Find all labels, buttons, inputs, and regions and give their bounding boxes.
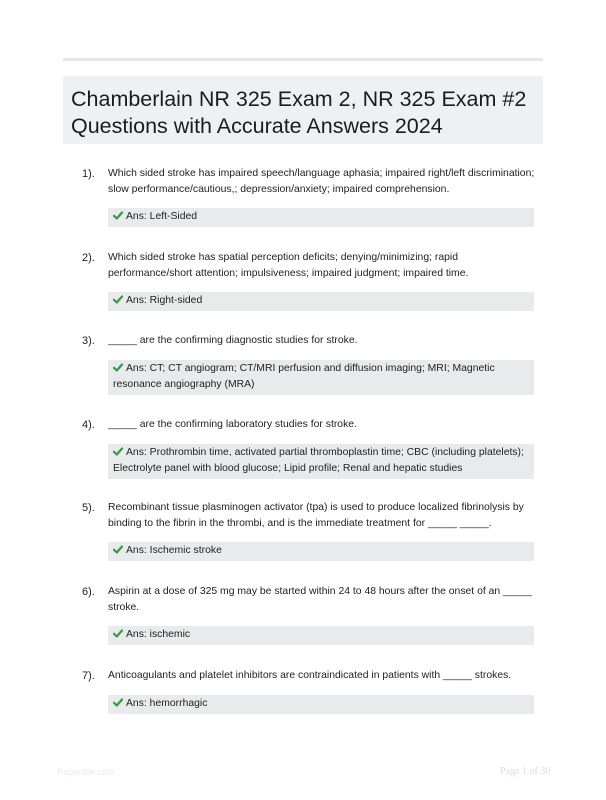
document-title: Chamberlain NR 325 Exam 2, NR 325 Exam #2 Questions with Accurate Answers 2024: [71, 87, 527, 138]
header-rule: [63, 58, 543, 61]
answer-box: [108, 695, 534, 714]
question-text: _____ are the confirming laboratory studies for stroke.: [108, 419, 357, 430]
page-indicator: Page 1 of 30: [500, 766, 551, 777]
answer-text: Ans: Ischemic stroke: [126, 545, 222, 556]
checkmark-icon: [113, 629, 123, 638]
checkmark-icon: [113, 698, 123, 707]
question-number: 5).: [82, 502, 95, 514]
checkmark-icon: [113, 211, 123, 220]
question-number: 7).: [82, 670, 95, 682]
question-number: 3).: [82, 335, 95, 347]
title-banner: [63, 76, 543, 144]
answer-text: Ans: hemorrhagic: [126, 698, 208, 709]
answer-box: [108, 444, 534, 479]
question-number: 1).: [82, 168, 95, 180]
answer-box: [108, 542, 534, 561]
question-number: 6).: [82, 586, 95, 598]
answer-text: Ans: Right-sided: [126, 295, 203, 306]
question-text: Aspirin at a dose of 325 mg may be started within 24 to 48 hours after the onset of an _____ stroke.: [108, 586, 532, 613]
answer-box: [108, 208, 534, 227]
answer-text: Ans: ischemic: [126, 629, 191, 640]
question-text: _____ are the confirming diagnostic studies for stroke.: [108, 335, 358, 346]
checkmark-icon: [113, 545, 123, 554]
question-text: Which sided stroke has spatial perception deficits; denying/minimizing; rapid performance/short attention; impulsiveness; impaired judgment; impaired time.: [108, 252, 469, 279]
checkmark-icon: [113, 447, 123, 456]
question-text: Anticoagulants and platelet inhibitors are contraindicated in patients with _____ strokes.: [108, 670, 512, 681]
answer-text: Ans: CT; CT angiogram; CT/MRI perfusion and diffusion imaging; MRI; Magnetic resonance angiography (MRA): [113, 363, 495, 390]
checkmark-icon: [113, 295, 123, 304]
answer-box: [108, 360, 534, 395]
question-text: Recombinant tissue plasminogen activator (tpa) is used to produce localized fibrinolysis by binding to the fibrin in the thrombi, and is the immediate treatment for _____ _____.: [108, 502, 524, 529]
answer-text: Ans: Left-Sided: [126, 211, 198, 222]
checkmark-icon: [113, 363, 123, 372]
question-number: 2).: [82, 252, 95, 264]
answer-box: [108, 626, 534, 645]
question-number: 4).: [82, 419, 95, 431]
answer-text: Ans: Prothrombin time, activated partial thromboplastin time; CBC (including platelets); Electrolyte panel with blood glucose; Lipid profile; Renal and hepatic studies: [113, 447, 524, 474]
footer-watermark: Papertitle.com: [57, 767, 115, 777]
question-text: Which sided stroke has impaired speech/language aphasia; impaired right/left discrimination; slow performance/cautious,; depression/anxiety; impaired comprehension.: [108, 168, 535, 195]
answer-box: [108, 292, 534, 311]
